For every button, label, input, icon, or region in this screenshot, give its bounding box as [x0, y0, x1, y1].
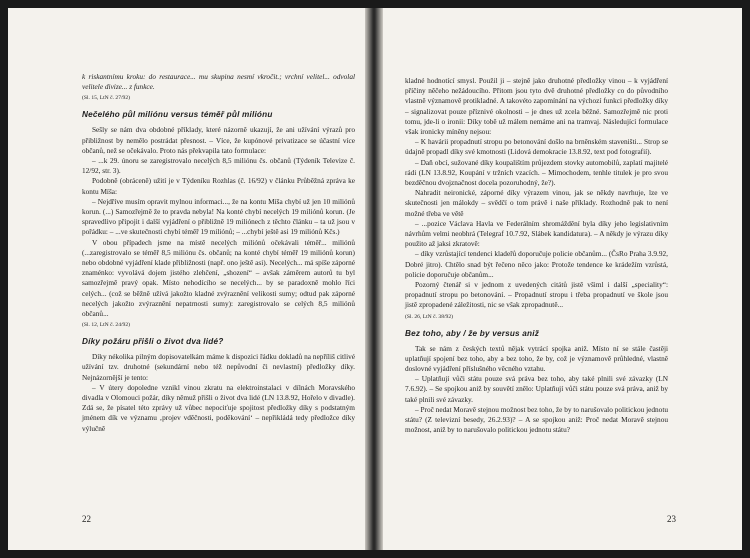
- intro-source: (Sl. 15, LtN č. 27/92): [82, 95, 131, 102]
- paragraph: V obou případech jsme na místě necelých miliónů očekávali téměř... miliónů (...zaregistrovalo se téměř 8,5 miliónu čs. občanů; na konté chybí téměř 19 miliónů korun) nebo obdobné vyjádření klade přibližnosti (např. ono ještě asi). Necelých... má spíše záporné znaménko: vyvolává dojem jistého zlehčení, „shození“ – avšak záměrem autorů tu byl samozřejmě pravý opak. Místo nehodícího se necelých... by se paradoxně mohlo říci celých... (což se běžně užívá jakožto kladné zvýraznění velikosti sumy; odtud pak záporné necelých jakožto zvýraznění nepatrnosti sumy): zaregistrovalo se celých 8,5 miliónů občanů...: [82, 237, 355, 319]
- left-page: [8, 8, 365, 550]
- heading-bez-toho: Bez toho, aby / že by versus aniž: [405, 328, 539, 338]
- page-number-right: 23: [667, 514, 676, 524]
- quote: – ...k 29. únoru se zaregistrovalo necelých 8,5 miliónu čs. občanů (Týdeník Televize č. 12/92, str. 3).: [82, 156, 355, 176]
- paragraph: Podobně (obráceně) užití je v Týdeníku Rozhlas (č. 16/92) v článku Průběžná zpráva ke kontu Míša:: [82, 176, 355, 196]
- page-number-left: 22: [82, 514, 91, 524]
- quote: – V útery dopoledne vznikl vinou zkratu na elektroinstalaci v dílnách Moravského divadla v Olomouci požár, díky němuž přišli o život dva lidé (LN 13.8.92, Hořelo v divadle). Zdá se, že písatel této zprávy už vůbec nepociťuje spojitost předložky díky s podstatným jménem dík ve významu ‚projev vděčnosti, poděkování‘ – nepřikládá tedy předložce díky výlučně: [82, 382, 355, 433]
- paragraph: Sešly se nám dva obdobné příklady, které názorně ukazují, že ani užívání výrazů pro přibližnost by nemělo postrádat přesnost. – Více, že kupónové privatizace se účastní více občanů, než se očekávalo. Proto nás překvapila tato formulace:: [82, 125, 355, 155]
- heading-half-million: Nečelého půl miliónu versus téměř půl miliónu: [82, 110, 273, 120]
- quote: – Uplatňují vůči státu pouze svá práva bez toho, aby také plnili své závazky (LN 7.6.92). – Se spojkou aniž by souvětí znělo: Uplatňují vůči státu pouze svá práva, aniž by také plnili své závazky.: [405, 374, 668, 404]
- paragraph: Tak se nám z českých textů nějak vytrácí spojka aniž. Místo ní se stále častěji uplatňují spojení bez toho, aby a bez toho, že by, což je významově průhledné, vlastně doslovné vyjádření příslušného věcného vztahu.: [405, 343, 668, 374]
- paragraph: kladné hodnotící smysl. Použil ji – stejně jako druhotné předložky vinou – k vyjádření příčiny něčeho nežádoucího. Přitom jsou tyto dvě druhotné předložky co do původního vlastně významově protikladné. A takovéto zapomínání na výchozí funkci předložky díky – signalizovat pouze příznivé okolnosti – je dnes už zcela běžné. Samozřejmě nic proti tomu, jde-li o ironii: Díky tobě už málem nemáme ani na tramvaj. Následující formulace však ironicky míněny nejsou:: [405, 76, 668, 137]
- quote: – ...pozice Václava Havla ve Federálním shromáždění byla díky jeho legislativním návrhům velmi neobhrá (Telegraf 10.7.92, Slábek kandidatura). – A někdy je výrazu díky použito až jaksi zkratově:: [405, 218, 668, 249]
- source: (Sl. 26, LtN č. 38/92): [405, 313, 454, 320]
- heading-diky-pozaru: Díky požáru přišli o život dva lidé?: [82, 337, 224, 347]
- intro-text: k riskantnímu kroku: do restaurace... mu skupina nesmí vkročit.; vrchní velitel... odvolal velitele divize... z funkce.: [82, 72, 355, 92]
- quote: – Proč nedat Moravě stejnou možnost bez toho, že by to narušovalo politickou jednotu státu? (Z televizní besedy, 26.2.93)? – A se spojkou aniž: Proč nedat Moravě stejnou možnost, aniž by to narušovalo politickou jednotu státu?: [405, 404, 668, 435]
- book-gutter: [365, 8, 383, 550]
- right-page: [383, 8, 742, 550]
- quote: – K havárii propadnutí stropu po betonování došlo na brněnském staveništi... Strop se údajně propadl díky své kmotnosti (Lidová demokracie 13.8.92, text pod fotografií).: [405, 137, 668, 157]
- quote: – díky vzrůstající tendenci kladeřů doporučuje policie občanům... (ČsRo Praha 3.9.92, Dobré jitro). Chtělo snad být řečeno něco jako: Protože tendence ke krádežím vzrůstá, policie doporučuje občanům...: [405, 249, 668, 279]
- paragraph: Nahradit neironické, záporné díky výrazem vinou, jak se někdy navrhuje, lze ve skutečnosti jen málokdy – svědčí o tom právě i naše příklady. Rozhodně pak to není možné třeba ve větě: [405, 188, 668, 218]
- quote: – Nejdříve musím opravit mylnou informaci..., že na kontu Míša chybí už jen 10 miliónů korun. (...) Samozřejmě že to pravda nebyla! Na konté chybí necelých 19 miliónů korun. (Je spravedlivo připojit i další vyjádření o přibližně 19 miliónech z těchto článku – ta už jsou v pořádku: – ...ve skutečnosti chybí téměř 19 miliónů; – ...chybí ještě asi 19 miliónů Kčs.): [82, 196, 355, 237]
- source: (Sl. 12, LtN č. 24/92): [82, 322, 131, 329]
- paragraph: Díky nékolika pilným dopisovatelkám máme k dispozici řádku dokladů na nepříliš citlivé užívání tzv. druhotné (sekundární nebo též nepůvodní či nevlastní) předložky díky. Nejnázornější je tento:: [82, 352, 355, 382]
- quote: – Daň obcí, sužované díky koupalištím průjezdem stovky automobilů, zaplatí majitelé rádi (LN 13.8.92, Koupání v tržních vzacích. – Mimochodem, tenhle titulek je pro svou bezděčnou dvojznačnost docela pozoruhodný, že?).: [405, 157, 668, 188]
- paragraph: Pozorný čtenář si v jednom z uvedených citátů jistě všiml i další „speciality“: propadnutí stropu po betonování. – Propadnutí stropu i třeba propadnutí ve škole jsou jistě zpropadené záležitosti, nic se však zpropadnutě...: [405, 280, 668, 310]
